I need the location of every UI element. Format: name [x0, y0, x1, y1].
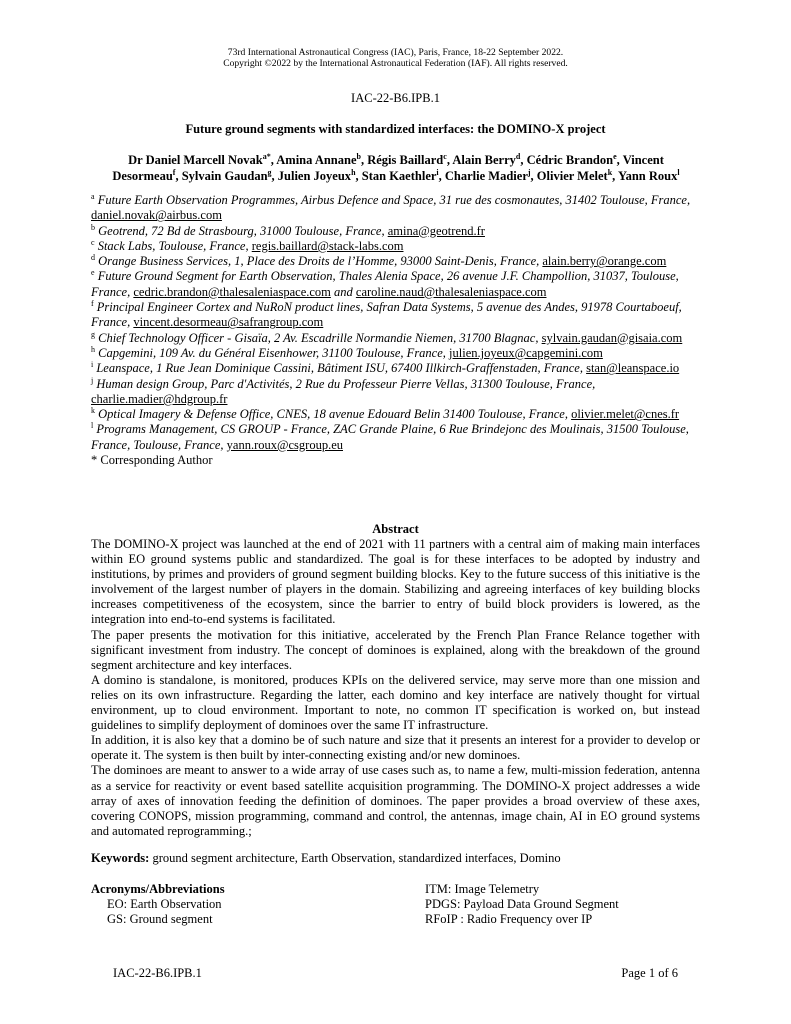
affiliation-mark: k: [91, 406, 95, 416]
author-affiliation-mark: a*: [262, 152, 271, 161]
footer-page-number: Page 1 of 6: [621, 966, 678, 980]
affiliation-text: Programs Management, CS GROUP - France, ZAC Grande Plaine, 6 Rue Brindejonc des Moulinais, 31500 Toulouse, France, Toulouse, France,: [91, 422, 689, 452]
abstract-paragraph: The dominoes are meant to answer to a wide array of use cases such as, to name a few, multi-mission federation, antenna as a service for reactivity or event based satellite acquisition programming. The DOMINO-X project addresses a wide array of axes of innovation feeding the definition of dominoes. The paper provides a broad overview of these axes, covering CONOPS, mission programming, command and control, the antennas, image chain, AI in EO ground systems and automated reprogramming.;: [91, 763, 700, 838]
author-affiliation-mark: f: [172, 168, 176, 177]
affiliation-item: [91, 346, 706, 361]
affiliation-mark: b: [91, 222, 95, 232]
keywords-label: Keywords:: [91, 851, 150, 865]
affiliation-text: Future Earth Observation Programmes, Airbus Defence and Space, 31 rue des cosmonautes, 31402 Toulouse, France,: [97, 193, 691, 207]
author-affiliation-mark: c: [443, 152, 447, 161]
affiliation-mark: g: [91, 329, 95, 339]
acronym-entry: EO: Earth Observation: [107, 897, 222, 912]
author-name: Charlie Madier: [444, 169, 528, 183]
author-affiliation-mark: b: [356, 152, 361, 161]
affiliation-list: [91, 193, 706, 468]
affiliation-text: Optical Imagery & Defense Office, CNES, 18 avenue Edouard Belin 31400 Toulouse, France,: [98, 407, 572, 422]
affiliation-item: [91, 377, 706, 408]
email-link[interactable]: yann.roux@csgroup.eu: [226, 437, 343, 452]
author-affiliation-mark: g: [267, 168, 272, 177]
acronyms-heading: Acronyms/Abbreviations: [91, 882, 225, 896]
email-link[interactable]: daniel.novak@airbus.com: [91, 208, 222, 223]
author-affiliation-mark: l: [677, 168, 680, 177]
footer-paper-code: IAC-22-B6.IPB.1: [113, 966, 202, 980]
acronym-entry: PDGS: Payload Data Ground Segment: [425, 897, 619, 912]
author-name: Sylvain Gaudan: [181, 169, 268, 183]
paper-code: IAC-22-B6.IPB.1: [351, 91, 440, 105]
author-affiliation-mark: d: [515, 152, 521, 161]
affiliation-text: Human design Group, Parc d'Activités, 2 Rue du Professeur Pierre Vellas, 31300 Toulouse, France,: [96, 376, 596, 391]
email-link[interactable]: cedric.brandon@thalesaleniaspace.com: [133, 284, 331, 299]
keywords-line: [91, 851, 700, 866]
author-name: Olivier Melet: [536, 169, 608, 183]
affiliation-text: Chief Technology Officer - Gisaïa, 2 Av. Escadrille Normandie Niemen, 31700 Blagnac,: [98, 330, 542, 345]
email-link[interactable]: vincent.desormeau@safrangroup.com: [133, 315, 324, 330]
affiliation-item: [91, 300, 706, 331]
acronym-entry: GS: Ground segment: [107, 912, 213, 927]
affiliation-mark: d: [91, 253, 95, 263]
affiliation-text: Capgemini, 109 Av. du Général Eisenhower, 31100 Toulouse, France,: [98, 345, 450, 360]
author-name: Stan Kaethler: [361, 169, 437, 183]
copyright-line: Copyright ©2022 by the International Astronautical Federation (IAF). All rights reserved.: [223, 58, 568, 69]
email-link[interactable]: regis.baillard@stack-labs.com: [251, 238, 404, 253]
author-name: Cédric Brandon: [526, 153, 614, 167]
acronym-entry: RFoIP : Radio Frequency over IP: [425, 912, 593, 927]
affiliation-mark: j: [91, 375, 94, 385]
affiliation-text: Orange Business Services, 1, Place des Droits de l’Homme, 93000 Saint-Denis, France,: [98, 254, 543, 269]
affiliation-text: Leanspace, 1 Rue Jean Dominique Cassini, Bâtiment ISU, 67400 Illkirch-Graffenstaden, France,: [96, 361, 587, 376]
author-name: Yann Roux: [617, 169, 678, 183]
affiliation-mark: e: [91, 268, 95, 278]
acronyms-left-column: [91, 882, 411, 928]
email-link[interactable]: caroline.naud@thalesaleniaspace.com: [355, 284, 547, 299]
email-link[interactable]: julien.joyeux@capgemini.com: [449, 345, 603, 360]
affiliation-joiner: and: [330, 284, 356, 299]
author-affiliation-mark: j: [527, 168, 531, 177]
email-link[interactable]: stan@leanspace.io: [586, 361, 680, 376]
keywords-text: ground segment architecture, Earth Observation, standardized interfaces, Domino: [149, 851, 561, 865]
author-list: Dr Daniel Marcell Novak$^{a*}$, Amina Annane$^b$, Régis Baillard$^c$, Alain Berry$^d$, Cédric Brandon$^e$, Vincent Desormeau$^f$, Sylvain Gaudan$^g$, Julien Joyeux$^h$, Stan Kaethler$^i$, Charlie Madier$^j$, Olivier Melet$^k$, Yann Roux$^l$: [112, 152, 680, 183]
affiliation-text: Principal Engineer Cortex and NuRoN product lines, Safran Data Systems, 5 avenue des Andes, 91978 Courtaboeuf, France,: [91, 300, 682, 330]
affiliation-item: [91, 193, 706, 224]
author-name: Amina Annane: [276, 153, 357, 167]
abstract-heading: Abstract: [372, 522, 419, 536]
conference-line: 73rd International Astronautical Congress (IAC), Paris, France, 18-22 September 2022.: [227, 47, 564, 58]
affiliation-item: [91, 331, 706, 346]
author-name: Régis Baillard: [367, 153, 444, 167]
affiliation-mark: f: [91, 299, 94, 309]
email-link[interactable]: charlie.madier@hdgroup.fr: [91, 391, 228, 406]
author-name: Alain Berry: [452, 153, 516, 167]
author-affiliation-mark: e: [613, 152, 617, 161]
email-link[interactable]: amina@geotrend.fr: [387, 223, 485, 238]
affiliation-item: [91, 224, 706, 239]
email-link[interactable]: sylvain.gaudan@gisaia.com: [541, 330, 683, 345]
abstract-body: [91, 537, 700, 839]
corresponding-author-note: * Corresponding Author: [91, 453, 213, 468]
abstract-paragraph: In addition, it is also key that a domino be of such nature and size that it presents an interest for a provider to develop or operate it. The system is then built by inter-connecting existing and/or new dominoes.: [91, 733, 700, 763]
author-name: Vincent Desormeau: [112, 153, 664, 183]
author-name: Dr Daniel Marcell Novak: [128, 153, 263, 167]
affiliation-text: Future Ground Segment for Earth Observation, Thales Alenia Space, 26 avenue J.F. Champollion, 31037, Toulouse, France,: [91, 269, 679, 299]
affiliation-item: [91, 239, 706, 254]
affiliation-item: [91, 254, 706, 269]
affiliation-item: [91, 422, 706, 453]
affiliation-mark: a: [91, 192, 95, 201]
abstract-paragraph: The DOMINO-X project was launched at the end of 2021 with 11 partners with a central aim of making main interfaces within EO ground systems public and standardized. The goal is for these interfaces to be adopted by industry and institutions, by primes and providers of ground segment building blocks. Key to the future success of this initiative is the involvement of the largest number of players in the domain. Stabilizing and agreeing interfaces of key building blocks increases competitiveness of the ecosystem, since the barrier to entry of build block providers is lowered, as the integration into end-to-end systems is facilitated.: [91, 537, 700, 627]
affiliation-mark: i: [91, 360, 94, 370]
acronym-entry: ITM: Image Telemetry: [425, 882, 540, 896]
affiliation-mark: c: [91, 237, 95, 247]
acronyms-right-column: [425, 882, 705, 928]
affiliation-item: [91, 269, 706, 300]
author-affiliation-mark: k: [607, 168, 613, 177]
email-link[interactable]: alain.berry@orange.com: [542, 254, 667, 269]
author-affiliation-mark: i: [436, 168, 439, 177]
abstract-paragraph: The paper presents the motivation for this initiative, accelerated by the French Plan France Relance together with significant investment from industry. The concept of dominoes is explained, along with the breakdown of the ground segment architecture and key interfaces.: [91, 627, 700, 672]
affiliation-mark: h: [91, 344, 95, 354]
affiliation-text: Stack Labs, Toulouse, France,: [97, 238, 252, 253]
abstract-paragraph: A domino is standalone, is monitored, produces KPIs on the delivered service, may serve more than one mission and relies on its own infrastructure. Regarding the latter, each domino and key interface are natively thought for virtual environment, up to cloud environment. Important to note, no common IT specification is worked on, but instead guidelines to simplify deployment of dominoes over the same IT infrastructure.: [91, 672, 700, 733]
affiliation-item: [91, 361, 706, 376]
affiliation-text: Geotrend, 72 Bd de Strasbourg, 31000 Toulouse, France,: [98, 223, 388, 238]
author-affiliation-mark: h: [351, 168, 356, 177]
conference-header: [0, 47, 791, 69]
paper-title: Future ground segments with standardized interfaces: the DOMINO-X project: [185, 122, 606, 136]
author-name: Julien Joyeux: [277, 169, 352, 183]
email-link[interactable]: olivier.melet@cnes.fr: [571, 407, 680, 422]
affiliation-mark: l: [91, 421, 94, 431]
affiliation-item: [91, 407, 706, 422]
